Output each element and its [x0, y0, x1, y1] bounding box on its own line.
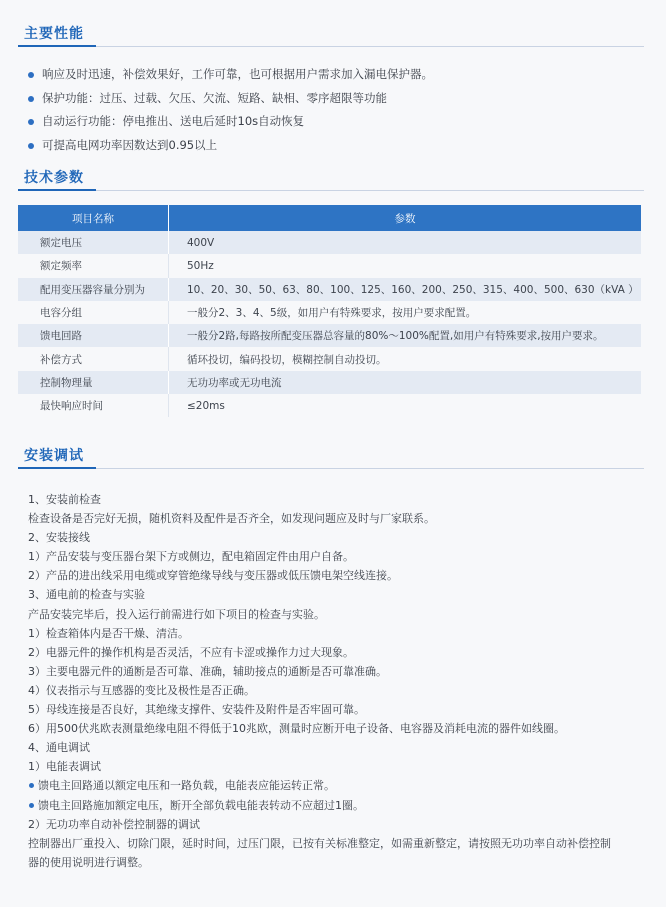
param-value: 10、20、30、50、63、80、100、125、160、200、250、315、400、500、630（kVA ） [169, 278, 642, 301]
text-line: 1）产品安装与变压器台架下方或侧边，配电箱固定件由用户自备。 [28, 550, 354, 564]
param-name: 电容分组 [18, 301, 169, 324]
step-heading: 3、通电前的检查与实验 [28, 588, 145, 602]
param-name: 馈电回路 [18, 324, 169, 347]
step-heading: 2、安装接线 [28, 531, 90, 545]
param-value: 一般分2、3、4、5级，如用户有特殊要求，按用户要求配置。 [169, 301, 642, 324]
text-line: 1）检查箱体内是否干燥、清洁。 [28, 626, 189, 640]
text-line: 器的使用说明进行调整。 [28, 855, 149, 869]
text-line: 4）仪表指示与互感器的变比及极性是否正确。 [28, 683, 255, 697]
feature-item: 可提高电网功率因数达到0.95以上 [28, 134, 433, 158]
step-heading: 4、通电调试 [28, 741, 90, 755]
text-line: 1）电能表调试 [28, 760, 101, 774]
step-heading: 1、安装前检查 [28, 493, 101, 506]
feature-item: 自动运行功能：停电推出、送电后延时10s自动恢复 [28, 110, 433, 134]
feature-item: 保护功能：过压、过载、欠压、欠流、短路、缺相、零序超限等功能 [28, 87, 433, 111]
table-row [18, 301, 641, 324]
table-row [18, 394, 641, 417]
spec-table [18, 205, 641, 417]
feature-list [28, 63, 433, 157]
section-title: 安装调试 [24, 448, 84, 464]
feature-item: 响应及时迅速，补偿效果好，工作可靠，也可根据用户需求加入漏电保护器。 [28, 63, 433, 87]
section-header-install [18, 444, 644, 469]
param-name: 补偿方式 [18, 347, 169, 370]
param-value: 循环投切，编码投切，模糊控制自动投切。 [169, 347, 642, 370]
text-line: 2）电器元件的操作机构是否灵活，不应有卡涩或操作力过大现象。 [28, 645, 354, 659]
table-row [18, 254, 641, 277]
param-value: 一般分2路,每路按所配变压器总容量的80%～100%配置,如用户有特殊要求,按用户要求。 [169, 324, 642, 347]
text-line: 控制器出厂重投入、切除门限，延时时间，过压门限，已按有关标准整定，如需重新整定，请按照无功功率自动补偿控制 [28, 836, 611, 850]
param-value: ≤20ms [169, 394, 642, 417]
section-underline [18, 189, 96, 191]
text-line: 2）产品的进出线采用电缆或穿管绝缘导线与变压器或低压馈电架空线连接。 [28, 569, 398, 583]
text-line: 3）主要电器元件的通断是否可靠、准确，辅助接点的通断是否可靠准确。 [28, 664, 387, 678]
param-name: 最快响应时间 [18, 394, 169, 417]
column-header-item: 项目名称 [18, 205, 169, 231]
section-header-features [18, 22, 644, 47]
text-line: 检查设备是否完好无损，随机资料及配件是否齐全，如发现问题应及时与厂家联系。 [28, 512, 435, 526]
table-row [18, 347, 641, 370]
text-line: 5）母线连接是否良好，其绝缘支撑件、安装件及附件是否牢固可靠。 [28, 703, 365, 717]
table-row [18, 231, 641, 254]
bullet-line: 馈电主回路通以额定电压和一路负载，电能表应能运转正常。 [28, 776, 648, 795]
section-underline [18, 467, 96, 469]
bullet-line: 馈电主回路施加额定电压，断开全部负载电能表转动不应超过1圈。 [28, 796, 648, 815]
param-name: 控制物理量 [18, 371, 169, 394]
param-value: 400V [169, 231, 642, 254]
text-line: 6）用500伏兆欧表测量绝缘电阻不得低于10兆欧，测量时应断开电子设备、电容器及消耗电流的器件如线圈。 [28, 722, 565, 736]
section-header-specs [18, 166, 644, 191]
text-line: 产品安装完毕后，投入运行前需进行如下项目的检查与实验。 [28, 607, 325, 621]
section-underline [18, 45, 96, 47]
section-title: 主要性能 [24, 26, 84, 42]
install-instructions [28, 490, 648, 872]
param-value: 无功功率或无功电流 [169, 371, 642, 394]
column-header-value: 参数 [169, 205, 642, 231]
param-name: 额定频率 [18, 254, 169, 277]
table-row [18, 324, 641, 347]
section-title: 技术参数 [24, 170, 84, 186]
param-value: 50Hz [169, 254, 642, 277]
text-line: 2）无功功率自动补偿控制器的调试 [28, 817, 200, 831]
table-header-row [18, 205, 641, 231]
param-name: 额定电压 [18, 231, 169, 254]
param-name: 配用变压器容量分别为 [18, 278, 169, 301]
table-row [18, 371, 641, 394]
table-row [18, 278, 641, 301]
